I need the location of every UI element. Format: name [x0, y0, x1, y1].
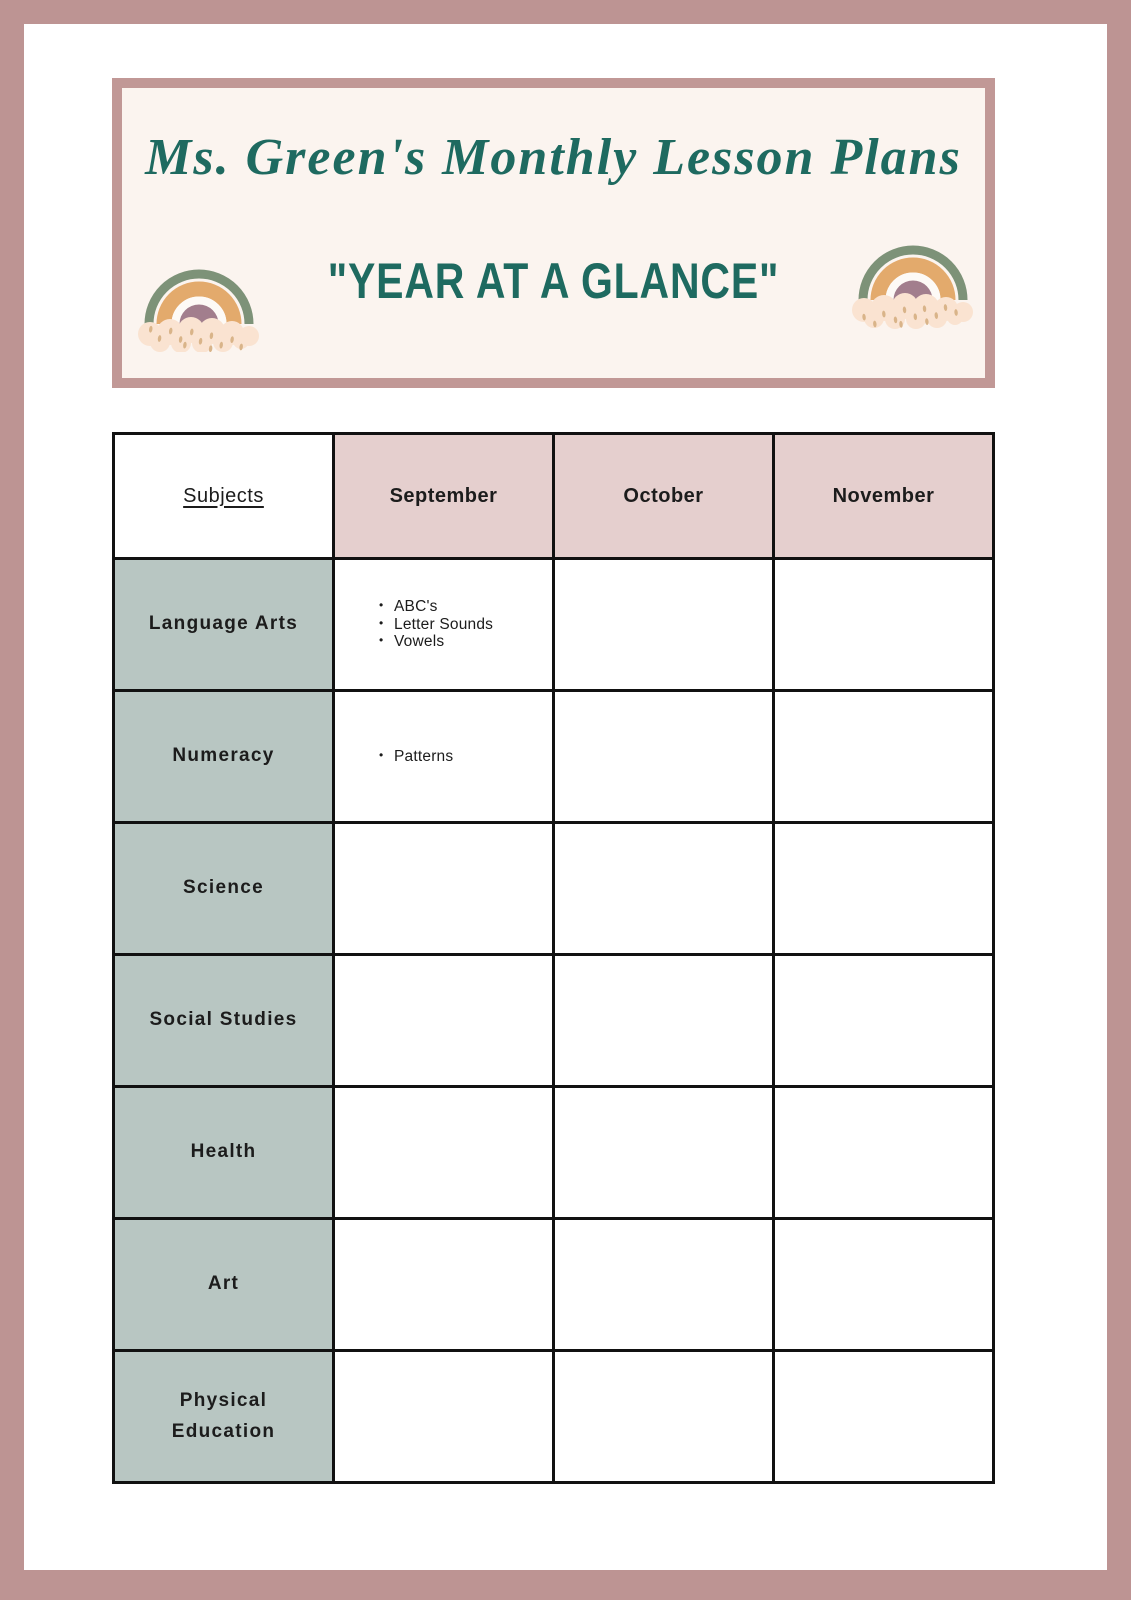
subject-cell-health: Health: [114, 1087, 334, 1219]
table-row: [114, 1351, 994, 1483]
plan-cell-art-november: [774, 1219, 994, 1351]
subject-cell-numeracy: Numeracy: [114, 691, 334, 823]
plan-list: [335, 748, 552, 765]
table-row: [114, 1219, 994, 1351]
plan-cell-health-november: [774, 1087, 994, 1219]
subject-cell-social-studies: Social Studies: [114, 955, 334, 1087]
plan-cell-physical-education-october: [554, 1351, 774, 1483]
plan-cell-language-arts-november: [774, 559, 994, 691]
plan-cell-social-studies-october: [554, 955, 774, 1087]
plan-cell-health-october: [554, 1087, 774, 1219]
plan-list: [335, 598, 552, 650]
plan-cell-social-studies-november: [774, 955, 994, 1087]
plan-cell-physical-education-september: [334, 1351, 554, 1483]
page-subtitle: "YEAR AT A GLANCE": [327, 253, 780, 309]
table-row: [114, 559, 994, 691]
plan-cell-language-arts-october: [554, 559, 774, 691]
subject-cell-language-arts: Language Arts: [114, 559, 334, 691]
column-header-subjects: Subjects: [114, 434, 334, 559]
column-header-november: November: [774, 434, 994, 559]
plan-cell-health-september: [334, 1087, 554, 1219]
table-row: [114, 823, 994, 955]
plan-item: • Vowels: [379, 633, 546, 650]
lesson-plan-table: [112, 432, 995, 1484]
plan-item: • Letter Sounds: [379, 616, 546, 633]
page-title: Ms. Green's Monthly Lesson Plans: [145, 129, 962, 186]
table-row: [114, 1087, 994, 1219]
plan-cell-science-october: [554, 823, 774, 955]
subject-cell-art: Art: [114, 1219, 334, 1351]
subject-cell-physical-education: Physical Education: [114, 1351, 334, 1483]
subject-cell-science: Science: [114, 823, 334, 955]
plan-cell-numeracy-september: [334, 691, 554, 823]
table-row: [114, 955, 994, 1087]
column-header-october: October: [554, 434, 774, 559]
column-header-september: September: [334, 434, 554, 559]
plan-item: • ABC's: [379, 598, 546, 615]
plan-cell-science-september: [334, 823, 554, 955]
plan-cell-physical-education-november: [774, 1351, 994, 1483]
plan-cell-numeracy-november: [774, 691, 994, 823]
plan-cell-language-arts-september: [334, 559, 554, 691]
plan-item: • Patterns: [379, 748, 546, 765]
plan-cell-science-november: [774, 823, 994, 955]
plan-cell-art-october: [554, 1219, 774, 1351]
plan-cell-numeracy-october: [554, 691, 774, 823]
rainbow-cloud-icon: [136, 248, 262, 352]
plan-cell-art-september: [334, 1219, 554, 1351]
table-header-row: [114, 434, 994, 559]
plan-cell-social-studies-september: [334, 955, 554, 1087]
table-row: [114, 691, 994, 823]
rainbow-cloud-icon: [850, 220, 976, 332]
